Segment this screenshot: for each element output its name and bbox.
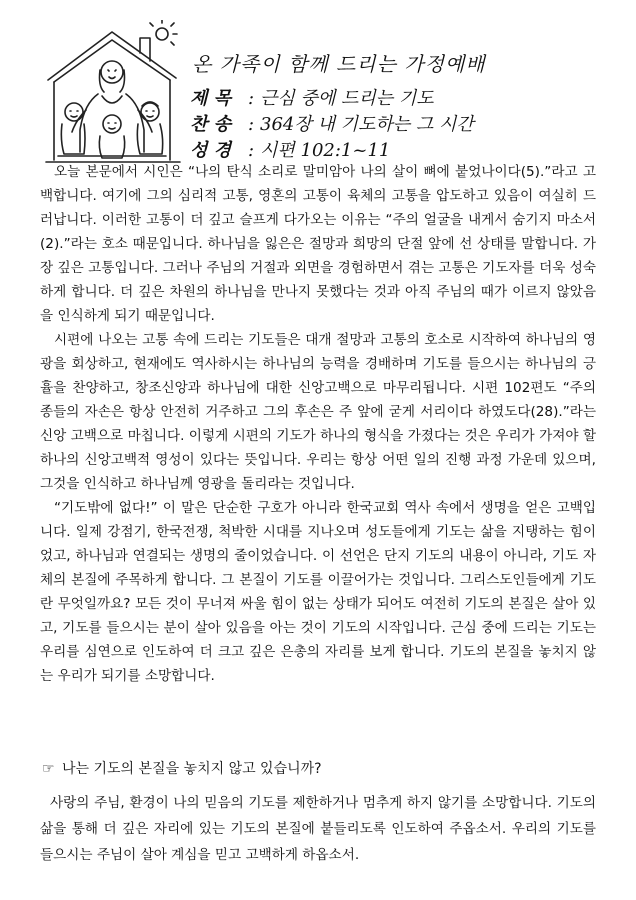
pointing-hand-icon: ☞: [42, 761, 55, 777]
question-text: 나는 기도의 본질을 놓치지 않고 있습니까?: [62, 761, 322, 777]
scripture-value: 시편 102:1~11: [260, 140, 391, 161]
separator: :: [247, 140, 255, 161]
sermon-title-label: 제 목: [190, 88, 232, 109]
separator: :: [247, 88, 255, 109]
scripture-label: 성 경: [190, 140, 232, 161]
page-title: 온 가족이 함께 드리는 가정예배: [192, 52, 486, 76]
hymn-label: 찬 송: [190, 114, 232, 135]
hymn-row: [190, 112, 610, 138]
sermon-title-value: 근심 중에 드리는 기도: [260, 88, 434, 109]
hymn-value: 364장 내 기도하는 그 시간: [260, 114, 474, 135]
worship-info: [190, 86, 610, 164]
body-paragraph: 오늘 본문에서 시인은 “나의 탄식 소리로 말미암아 나의 살이 뼈에 붙었나이다(5).”라고 고백합니다. 여기에 그의 심리적 고통, 영혼의 고통이 육체의 고통을 압도하고 있음이 여실히 드러납니다. 이러한 고통이 더 깊고 슬프게 다가오는 이유는 “주의 얼굴을 내게서 숨기지 마소서(2).”라는 호소 때문입니다. 하나님을 잃은은 절망과 희망의 단절 앞에 선 상태를 말합니다. 가장 깊은 고통입니다. 그러나 주님의 거절과 외면을 경험하면서 겪는 고통은 기도자를 더욱 성숙하게 합니다. 더 깊은 차원의 하나님을 만나지 못했다는 것과 아직 주님의 때가 이르지 않았음을 인식하게 되기 때문입니다.: [40, 164, 596, 324]
sermon-title-row: [190, 86, 610, 112]
closing-prayer: 사랑의 주님, 환경이 나의 믿음의 기도를 제한하거나 멈추게 하지 않기를 소망합니다. 기도의 삶을 통해 더 깊은 자리에 있는 기도의 본질에 붙들리도록 인도하여 주옵소서. 우리의 기도를 들으시는 주님이 살아 계심을 믿고 고백하게 하옵소서.: [40, 795, 596, 863]
sermon-body: [40, 160, 596, 688]
family-house-illustration: [40, 20, 185, 168]
reflection-question: [42, 757, 602, 781]
body-paragraph: “기도밖에 없다!” 이 말은 단순한 구호가 아니라 한국교회 역사 속에서 생명을 얻은 고백입니다. 일제 강점기, 한국전쟁, 척박한 시대를 지나오며 성도들에게 기도는 삶을 지탱하는 힘이었고, 하나님과 연결되는 생명의 줄이었습니다. 이 선언은 단지 기도의 내용이 아니라, 기도 자체의 본질에 주목하게 합니다. 그 본질이 기도를 이끌어가는 것입니다. 그리스도인들에게 기도란 무엇일까요? 모든 것이 무너져 싸울 힘이 없는 상태가 되어도 여전히 기도의 본질은 살아 있고, 기도를 들으시는 분이 살아 있음을 아는 것이 기도의 시작입니다. 근심 중에 드리는 기도는 우리를 심연으로 인도하여 더 크고 깊은 은총의 자리를 보게 합니다. 기도의 본질을 놓치지 않는 우리가 되기를 소망합니다.: [40, 500, 596, 684]
body-paragraph: 시편에 나오는 고통 속에 드리는 기도들은 대개 절망과 고통의 호소로 시작하여 하나님의 영광을 회상하고, 현재에도 역사하시는 하나님의 능력을 경배하며 기도를 들으시는 하나님의 긍휼을 찬양하고, 창조신앙과 하나님에 대한 신앙고백으로 마무리됩니다. 시편 102편도 “주의 종들의 자손은 항상 안전히 거주하고 그의 후손은 주 앞에 굳게 서리이다 하였도다(28).”라는 신앙 고백으로 마칩니다. 이렇게 시편의 기도가 하나의 형식을 가졌다는 것은 우리가 가져야 할 하나의 신앙고백적 영성이 있다는 뜻입니다. 우리는 항상 어떤 일의 진행 과정 가운데 있으며, 그것을 인식하고 하나님께 영광을 돌리라는 것입니다.: [40, 332, 596, 492]
separator: :: [247, 114, 255, 135]
